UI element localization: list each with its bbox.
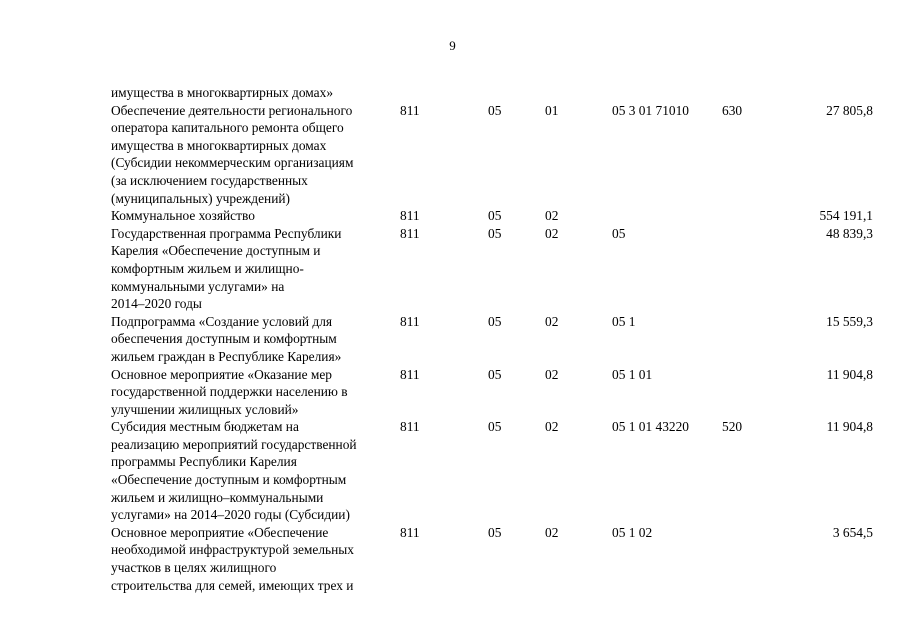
row-sum: 11 904,8	[826, 366, 873, 382]
row-target-code	[612, 207, 722, 225]
row-subsection: 02	[545, 313, 559, 329]
row-name: Субсидия местным бюджетам на реализацию мероприятий государственной программы Республики Карелия «Обеспечение доступным и комфортным жильем и жилищно–коммунальными услугами» на 2014–2020 годы (Субсидии)	[111, 419, 357, 523]
row-expense-type	[722, 524, 772, 594]
row-subsection: 02	[545, 524, 559, 540]
table-row	[111, 102, 873, 208]
row-target-code: 05	[612, 225, 626, 241]
row-name: Государственная программа Республики Карелия «Обеспечение доступным и комфортным жильем и жилищно- коммунальными услугами» на 2014–2020 годы	[111, 225, 342, 312]
row-subsection	[545, 84, 612, 102]
row-target-code: 05 1	[612, 313, 636, 329]
row-sum: 554 191,1	[819, 208, 873, 224]
row-sum: 3 654,5	[832, 524, 873, 540]
row-section: 05	[488, 102, 502, 118]
row-name: имущества в многоквартирных домах»	[111, 85, 334, 100]
table-row	[111, 225, 873, 313]
row-target-code: 05 1 01	[612, 366, 653, 382]
row-sum: 27 805,8	[826, 102, 873, 118]
row-subsection: 02	[545, 419, 559, 435]
row-admin-code	[400, 84, 488, 102]
row-sum	[772, 84, 873, 102]
row-name: Основное мероприятие «Оказание мер государственной поддержки населению в улучшении жилищных условий»	[111, 366, 348, 417]
row-expense-type	[722, 207, 772, 225]
row-target-code: 05 1 02	[612, 524, 653, 540]
row-expense-type: 520	[722, 419, 743, 435]
table-row	[111, 366, 873, 419]
row-target-code	[612, 84, 722, 102]
row-section: 05	[488, 419, 502, 435]
row-section: 05	[488, 313, 502, 329]
row-section: 05	[488, 524, 502, 540]
row-target-code: 05 1 01 43220	[612, 419, 689, 435]
row-admin-code: 811	[400, 102, 420, 118]
row-expense-type	[722, 225, 772, 313]
row-admin-code: 811	[400, 366, 420, 382]
table-row	[111, 207, 873, 225]
budget-table	[111, 84, 873, 594]
row-admin-code: 811	[400, 208, 420, 224]
row-expense-type	[722, 366, 772, 419]
page-number: 9	[449, 38, 456, 53]
table-row	[111, 418, 873, 524]
row-section	[488, 84, 545, 102]
row-section: 05	[488, 208, 502, 224]
row-sum: 15 559,3	[826, 313, 873, 329]
table-row	[111, 84, 873, 102]
row-subsection: 02	[545, 208, 559, 224]
row-section: 05	[488, 225, 502, 241]
row-name: Основное мероприятие «Обеспечение необходимой инфраструктурой земельных участков в целях жилищного строительства для семей, имеющих трех и	[111, 524, 354, 593]
row-expense-type: 630	[722, 102, 743, 118]
row-admin-code: 811	[400, 313, 420, 329]
row-subsection: 02	[545, 366, 559, 382]
row-admin-code: 811	[400, 419, 420, 435]
row-name: Коммунальное хозяйство	[111, 208, 255, 224]
row-target-code: 05 3 01 71010	[612, 102, 689, 118]
row-expense-type	[722, 84, 772, 102]
row-sum: 48 839,3	[826, 225, 873, 241]
row-subsection: 02	[545, 225, 559, 241]
row-name: Обеспечение деятельности регионального оператора капитального ремонта общего имущества в многоквартирных домах (Субсидии некоммерческим организациям (за исключением государственных (муниципальных) учреждений)	[111, 102, 354, 206]
row-expense-type	[722, 313, 772, 366]
table-row	[111, 313, 873, 366]
row-sum: 11 904,8	[826, 419, 873, 435]
row-admin-code: 811	[400, 225, 420, 241]
row-section: 05	[488, 366, 502, 382]
table-row	[111, 524, 873, 594]
row-subsection: 01	[545, 102, 559, 118]
row-admin-code: 811	[400, 524, 420, 540]
row-name: Подпрограмма «Создание условий для обеспечения доступным и комфортным жильем граждан в Республике Карелия»	[111, 313, 342, 364]
